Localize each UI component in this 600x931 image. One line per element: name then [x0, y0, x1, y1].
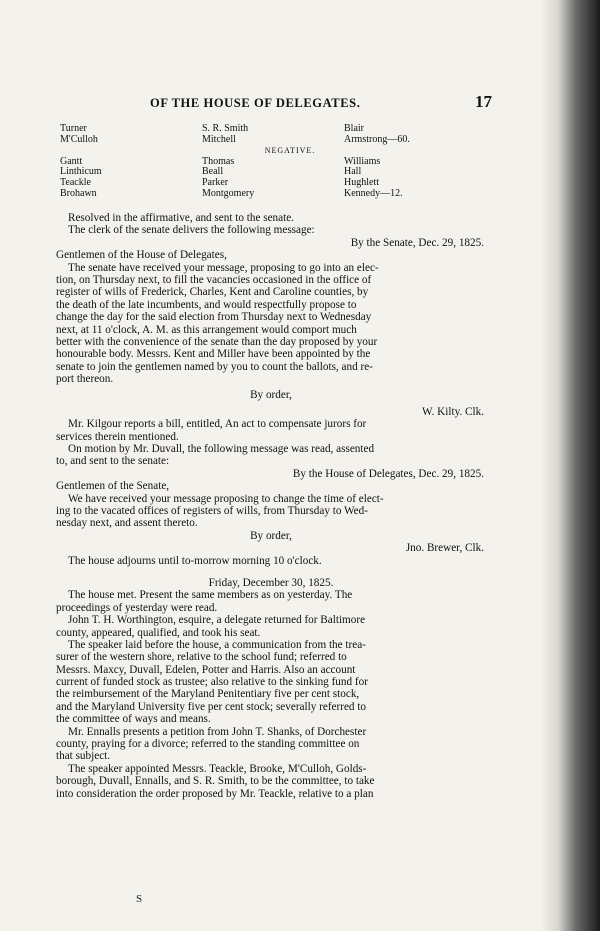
text-line: better with the convenience of the senate than the day proposed by your	[56, 335, 378, 348]
vote-name: Montgomery	[202, 187, 255, 199]
text-line: honourable body. Messrs. Kent and Miller have been appointed by the	[56, 348, 371, 361]
text-line: proceedings of yesterday were read.	[56, 601, 218, 614]
vote-name: Beall	[202, 166, 224, 178]
text-line: current of funded stock as trustee; also relative to the sinking fund for	[56, 676, 368, 689]
vote-name: Williams	[344, 155, 381, 167]
text-line: By order,	[250, 529, 292, 542]
vote-name: Teackle	[60, 177, 91, 189]
text-line: to, and sent to the senate:	[56, 455, 170, 468]
text-line: The speaker appointed Messrs. Teackle, Brooke, M'Culloh, Golds-	[68, 762, 367, 775]
text-line: borough, Duvall, Ennalls, and S. R. Smith, to be the committee, to take	[56, 775, 375, 788]
text-line: The clerk of the senate delivers the following message:	[68, 224, 315, 237]
vote-name: Gantt	[60, 155, 83, 167]
vote-row	[60, 189, 490, 200]
text-line: surer of the western shore, relative to the school fund; referred to	[56, 651, 347, 664]
text-line: Resolved in the affirmative, and sent to the senate.	[68, 212, 294, 224]
text-line: Jno. Brewer, Clk.	[405, 542, 484, 555]
text-line: The house adjourns until to-morrow morning 10 o'clock.	[68, 554, 322, 567]
text-line: By the Senate, Dec. 29, 1825.	[350, 236, 484, 249]
vote-name: Blair	[344, 123, 364, 134]
vote-name: Parker	[202, 177, 229, 189]
text-line: By the House of Delegates, Dec. 29, 1825.	[292, 467, 484, 480]
text-line: nesday next, and assent thereto.	[56, 517, 198, 530]
vote-name: Thomas	[202, 155, 235, 167]
text-line: Gentlemen of the House of Delegates,	[56, 249, 227, 262]
text-line: county, appeared, qualified, and took his seat.	[56, 626, 261, 639]
text-line: the death of the late incumbents, and would respectfully propose to	[56, 298, 357, 311]
vote-row	[60, 135, 490, 146]
vote-name: Brohawn	[60, 187, 97, 199]
text-line: tion, on Thursday next, to fill the vacancies occasioned in the office of	[56, 273, 372, 286]
journal-text	[56, 212, 486, 800]
text-line: Mr. Kilgour reports a bill, entitled, An act to compensate jurors for	[68, 418, 367, 431]
text-line: into consideration the order proposed by Mr. Teackle, relative to a plan	[56, 787, 374, 800]
vote-name: Hall	[344, 166, 362, 178]
day-heading: Friday, December 30, 1825.	[208, 576, 334, 589]
vote-name: Turner	[60, 123, 87, 134]
text-line: the committee of ways and means.	[56, 713, 211, 726]
page-number: 17	[475, 92, 492, 111]
text-line: county, praying for a divorce; referred to the standing committee on	[56, 738, 360, 751]
text-line: The speaker laid before the house, a communication from the trea-	[68, 638, 366, 651]
text-line: services therein mentioned.	[56, 430, 179, 443]
vote-row	[60, 124, 490, 135]
text-line: next, at 11 o'clock, A. M. as this arrangement would comport much	[56, 323, 357, 336]
vote-tally	[60, 124, 490, 200]
text-line: port thereon.	[56, 373, 114, 386]
text-line: change the day for the said election from Thursday next to Wednesday	[56, 311, 372, 324]
text-line: senate to join the gentlemen named by you to count the ballots, and re-	[56, 360, 373, 373]
text-line: The senate have received your message, proposing to go into an elec-	[68, 261, 379, 274]
text-line: The house met. Present the same members as on yesterday. The	[68, 589, 353, 602]
scan-gutter-shadow	[540, 0, 600, 931]
text-line: By order,	[250, 389, 292, 402]
text-line: We have received your message proposing to change the time of elect-	[68, 492, 384, 505]
vote-name: Armstrong—60.	[344, 133, 410, 145]
text-line: the reimbursement of the Maryland Penitentiary five per cent stock,	[56, 688, 360, 701]
text-line: ing to the vacated offices of registers of wills, from Thursday to Wed-	[56, 504, 368, 517]
text-line: John T. H. Worthington, esquire, a delegate returned for Baltimore	[68, 614, 366, 627]
vote-name: Linthicum	[60, 166, 102, 178]
vote-row	[60, 178, 490, 189]
vote-row	[60, 167, 490, 178]
text-line: Messrs. Maxcy, Duvall, Edelen, Potter and Harris. Also an account	[56, 663, 356, 676]
signature-mark: S	[136, 893, 143, 905]
vote-row	[60, 157, 490, 168]
vote-name: Hughlett	[344, 177, 379, 189]
vote-name: S. R. Smith	[202, 123, 249, 134]
vote-name: Kennedy—12.	[344, 187, 403, 199]
negative-label: NEGATIVE.	[264, 145, 316, 155]
text-line: Gentlemen of the Senate,	[56, 480, 170, 493]
vote-name: Mitchell	[202, 133, 236, 145]
text-line: W. Kilty. Clk.	[422, 405, 484, 418]
text-line: Mr. Ennalls presents a petition from John T. Shanks, of Dorchester	[68, 725, 367, 738]
text-line: and the Maryland University five per cent stock; severally referred to	[56, 700, 367, 713]
running-head: OF THE HOUSE OF DELEGATES.	[150, 96, 361, 110]
text-line: that subject.	[56, 750, 111, 763]
text-line: On motion by Mr. Duvall, the following message was read, assented	[68, 443, 375, 456]
text-line: register of wills of Frederick, Charles, Kent and Caroline counties, by	[56, 286, 369, 299]
vote-name: M'Culloh	[60, 133, 98, 145]
